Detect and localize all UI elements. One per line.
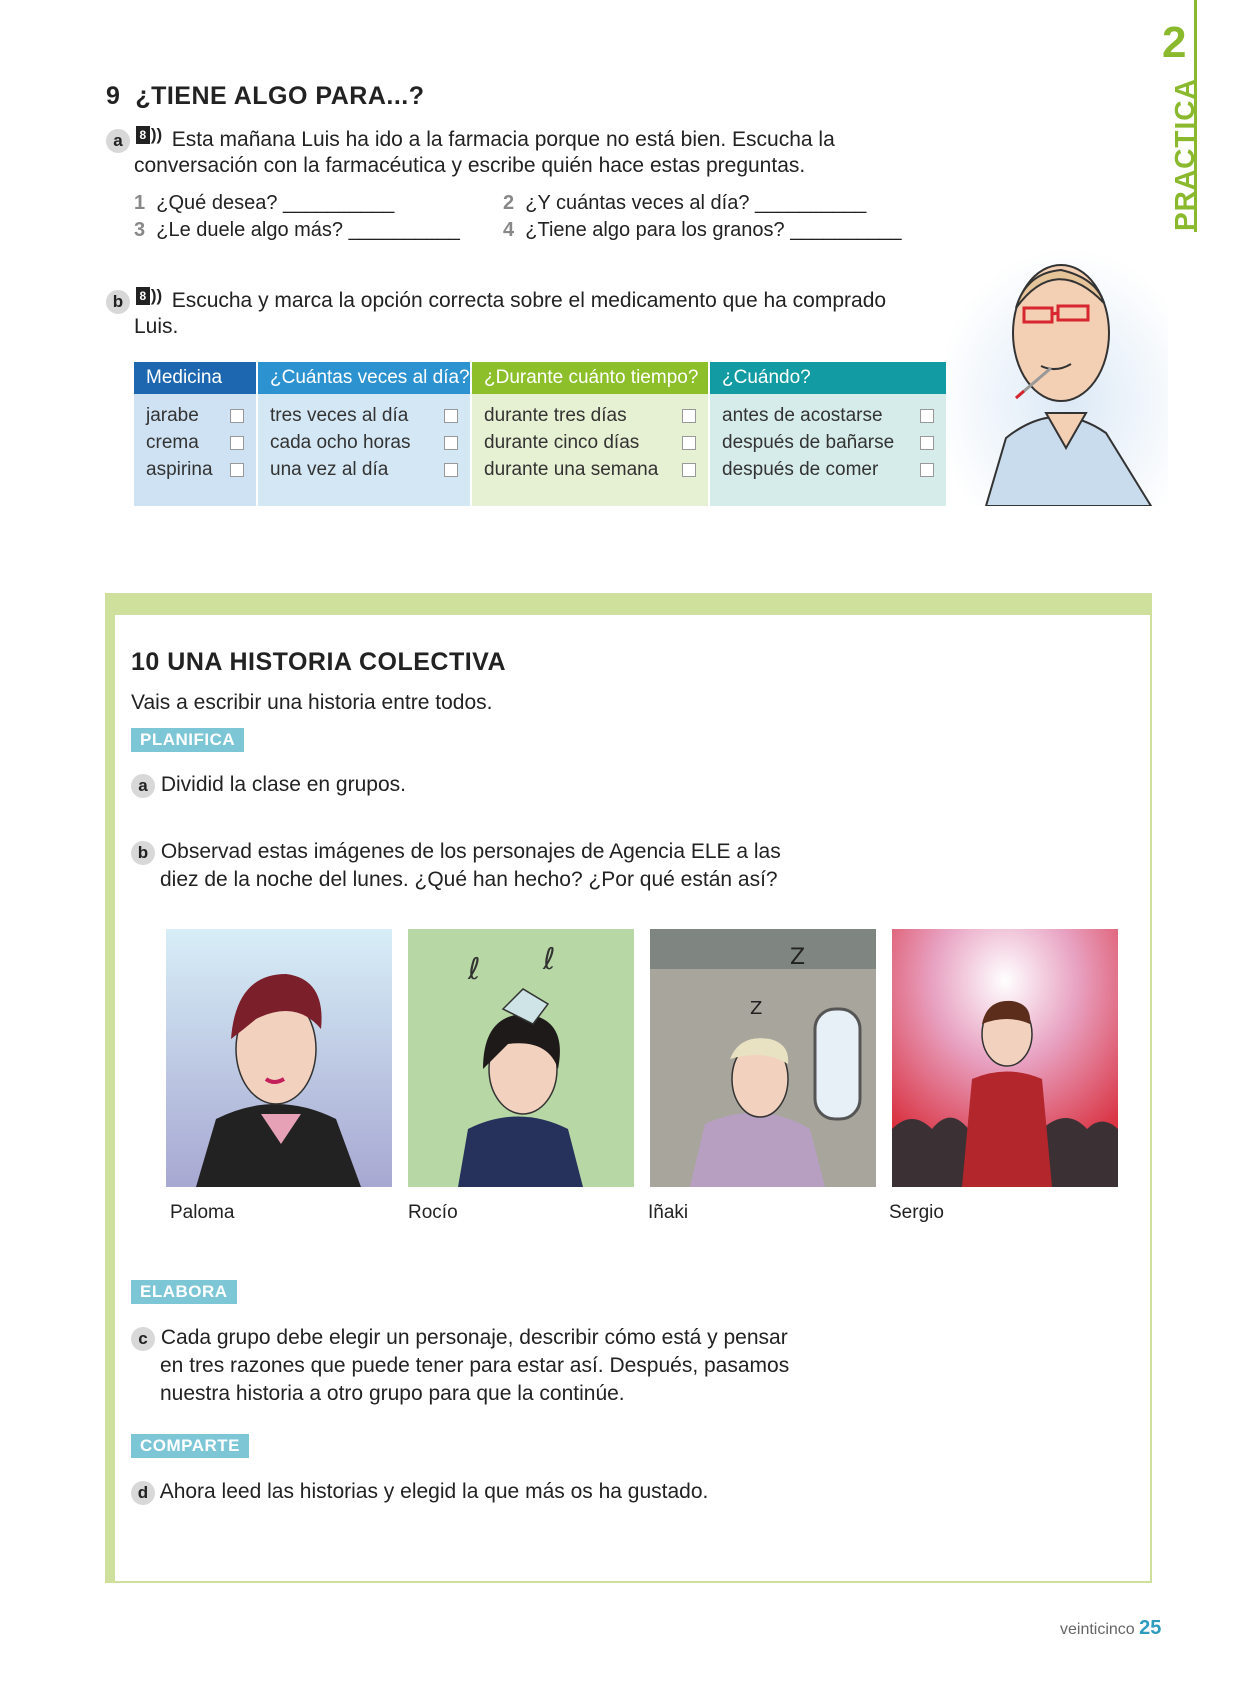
option[interactable]: crema (146, 429, 244, 456)
exercise-10a (131, 771, 406, 799)
exercise-10b (131, 838, 781, 866)
caption-paloma: Paloma (170, 1202, 235, 1223)
checkbox[interactable] (682, 409, 696, 423)
exercise-10-title: 10 UNA HISTORIA COLECTIVA (131, 648, 507, 676)
caption-sergio: Sergio (889, 1202, 944, 1223)
stage-label-comparte: COMPARTE (131, 1434, 249, 1458)
letter-badge: b (131, 841, 155, 865)
luis-illustration (946, 248, 1168, 506)
column-header: ¿Cuántas veces al día? (258, 362, 470, 394)
caption-inaki: Iñaki (648, 1202, 689, 1223)
instruction-text-3: nuestra historia a otro grupo para que la continúe. (160, 1382, 625, 1405)
question-3: 3 ¿Le duele algo más? __________ (134, 219, 460, 241)
instruction-text: Ahora leed las historias y elegid la que más os ha gustado. (159, 1480, 709, 1503)
option[interactable]: tres veces al día (270, 402, 458, 429)
letter-badge: d (131, 1481, 155, 1505)
checkbox[interactable] (920, 436, 934, 450)
option[interactable]: después de bañarse (722, 429, 934, 456)
question-4: 4 ¿Tiene algo para los granos? __________ (503, 219, 902, 241)
svg-text:Z: Z (790, 945, 806, 970)
column-medicina (134, 362, 256, 506)
column-header: ¿Durante cuánto tiempo? (472, 362, 708, 394)
column-tiempo (472, 362, 708, 506)
rocio-picture (408, 929, 634, 1187)
instruction-text: Escucha y marca la opción correcta sobre el medicamento que ha comprado (171, 289, 887, 312)
page-footer (1060, 1617, 1161, 1640)
option[interactable]: durante tres días (484, 402, 696, 429)
option[interactable]: durante cinco días (484, 429, 696, 456)
checkbox[interactable] (230, 436, 244, 450)
inaki-picture (650, 929, 876, 1187)
instruction-text: Cada grupo debe elegir un personaje, describir cómo está y pensar (160, 1326, 788, 1349)
instruction-text-2: en tres razones que puede tener para estar así. Después, pasamos (160, 1354, 790, 1377)
instruction-text-2: Luis. (134, 315, 179, 338)
audio-icon[interactable]: 8 )) (136, 124, 166, 146)
option[interactable]: cada ocho horas (270, 429, 458, 456)
stage-label-planifica: PLANIFICA (131, 728, 244, 752)
option[interactable]: jarabe (146, 402, 244, 429)
instruction-text-2: conversación con la farmacéutica y escribe quién hace estas preguntas. (134, 154, 806, 177)
instruction-text: Observad estas imágenes de los personajes de Agencia ELE a las (160, 840, 781, 863)
exercise-9b (106, 285, 966, 315)
instruction-text: Esta mañana Luis ha ido a la farmacia porque no está bien. Escucha la (171, 128, 835, 151)
checkbox[interactable] (230, 463, 244, 477)
letter-badge: b (106, 290, 130, 314)
instruction-text: Dividid la clase en grupos. (160, 773, 406, 796)
option[interactable]: antes de acostarse (722, 402, 934, 429)
chapter-number: 2 (1162, 18, 1187, 67)
audio-icon[interactable]: 8 )) (136, 285, 166, 307)
exercise-9-title: 9 ¿TIENE ALGO PARA...? (106, 82, 425, 110)
paloma-picture (166, 929, 392, 1187)
column-veces (258, 362, 470, 506)
page-word: veinticinco (1060, 1621, 1135, 1638)
chapter-label: PRACTICA (1169, 78, 1200, 231)
question-1: 1 ¿Qué desea? __________ (134, 192, 395, 214)
stage-label-elabora: ELABORA (131, 1280, 237, 1304)
column-cuando (710, 362, 946, 506)
chapter-tab (1160, 0, 1200, 232)
svg-text:Z: Z (750, 998, 763, 1019)
svg-text:ℓ: ℓ (543, 942, 556, 977)
checkbox[interactable] (444, 436, 458, 450)
column-header: Medicina (134, 362, 256, 394)
checkbox[interactable] (230, 409, 244, 423)
checkbox[interactable] (920, 463, 934, 477)
question-2: 2 ¿Y cuántas veces al día? __________ (503, 192, 867, 214)
page-number: 25 (1139, 1617, 1162, 1639)
exercise-10c (131, 1324, 788, 1352)
option[interactable]: durante una semana (484, 456, 696, 483)
letter-badge: a (106, 129, 130, 153)
letter-badge: c (131, 1327, 155, 1351)
checkbox[interactable] (682, 463, 696, 477)
exercise-10d (131, 1478, 708, 1506)
checkbox[interactable] (444, 409, 458, 423)
letter-badge: a (131, 774, 155, 798)
exercise-9a (106, 124, 1006, 154)
instruction-text-2: diez de la noche del lunes. ¿Qué han hecho? ¿Por qué están así? (160, 868, 778, 891)
option[interactable]: una vez al día (270, 456, 458, 483)
option[interactable]: después de comer (722, 456, 934, 483)
sergio-picture (892, 929, 1118, 1187)
checkbox[interactable] (682, 436, 696, 450)
medicine-table (134, 362, 946, 506)
checkbox[interactable] (920, 409, 934, 423)
checkbox[interactable] (444, 463, 458, 477)
svg-text:ℓ: ℓ (468, 952, 481, 987)
caption-rocio: Rocío (408, 1202, 458, 1223)
column-header: ¿Cuándo? (710, 362, 946, 394)
option[interactable]: aspirina (146, 456, 244, 483)
exercise-10-intro: Vais a escribir una historia entre todos. (131, 691, 493, 714)
